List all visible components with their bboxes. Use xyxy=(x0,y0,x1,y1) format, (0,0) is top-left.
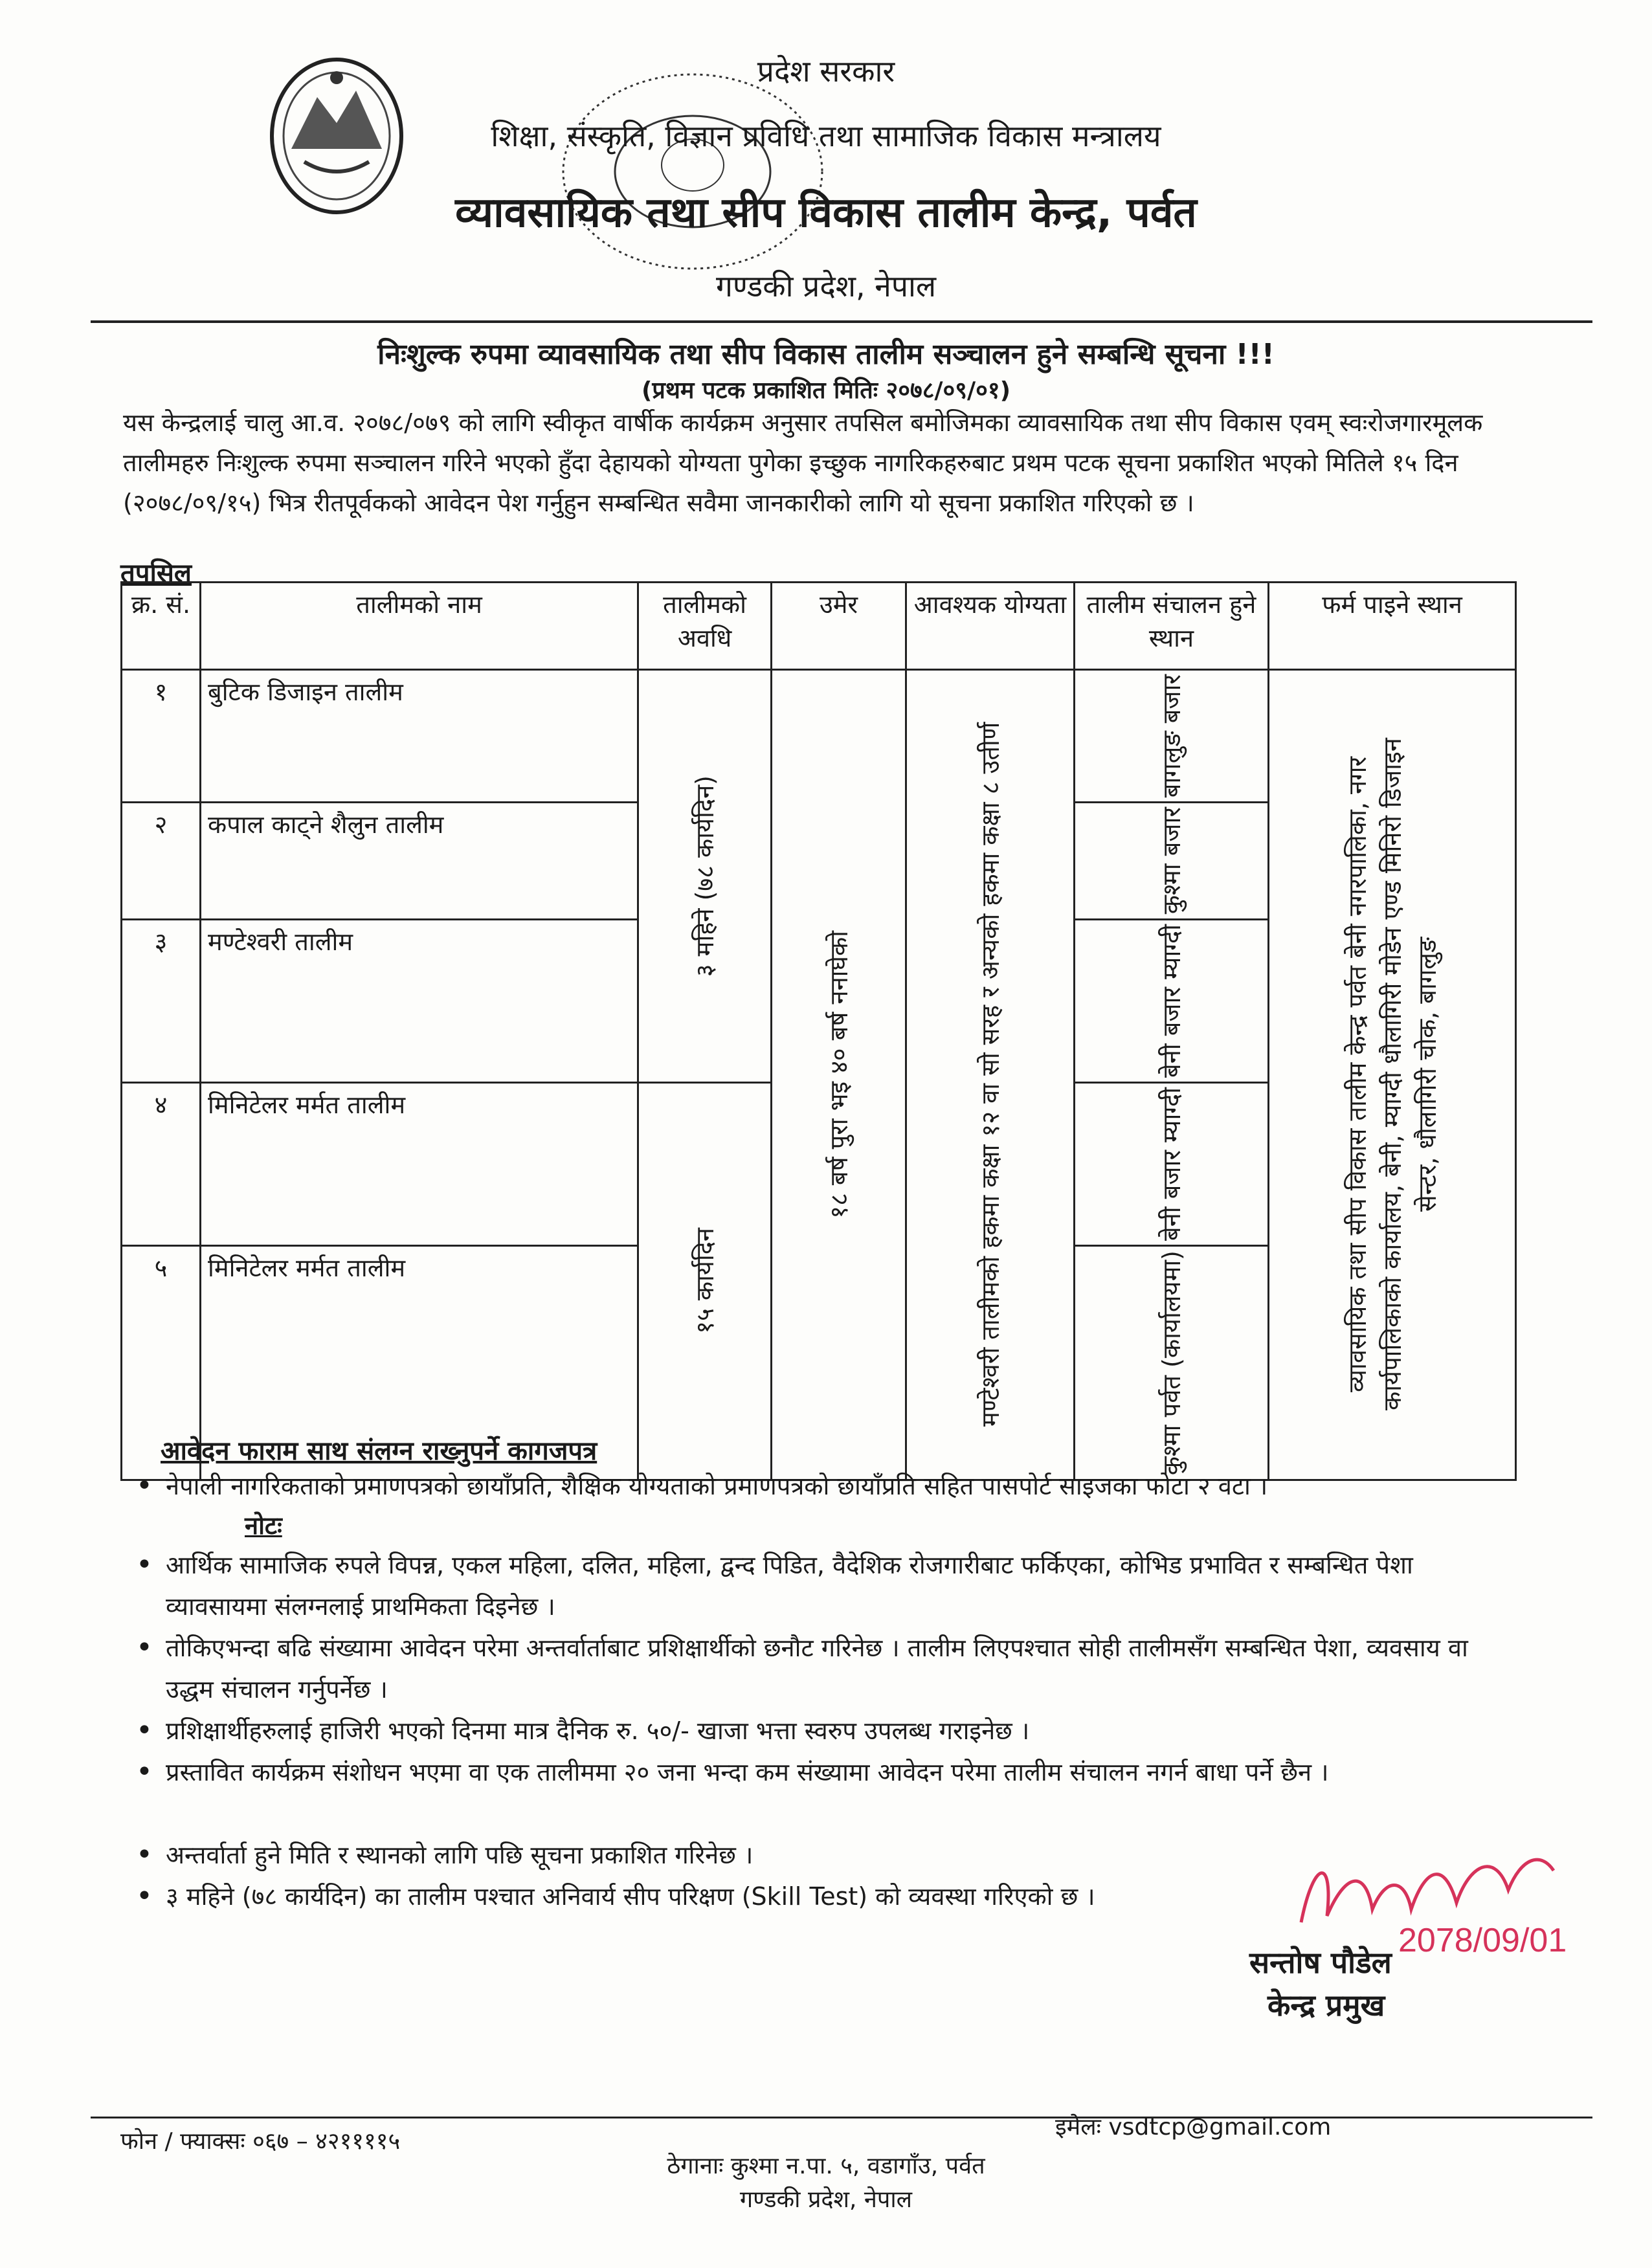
footer-divider xyxy=(91,2117,1592,2118)
table-row xyxy=(122,670,1516,803)
row-sn: ३ xyxy=(122,919,201,1082)
venue-cell xyxy=(1075,1082,1269,1245)
footer-phone: फोन / फ्याक्सः ०६७ – ४२११११५ xyxy=(120,2128,401,2155)
tapasil-heading: तपसिल xyxy=(120,559,192,588)
form-place-cell xyxy=(1269,670,1516,1480)
table-header-row xyxy=(122,583,1516,670)
footer-address: ठेगानाः कुश्मा न.पा. ५, वडागाँउ, पर्वत xyxy=(667,2153,985,2179)
qualification-cell xyxy=(906,670,1075,1480)
venue-cell xyxy=(1075,670,1269,803)
header-name: तालीमको नाम xyxy=(201,583,638,670)
duration-b: १५ कार्यदिन xyxy=(690,1228,719,1335)
header-office: व्यावसायिक तथा सीप विकास तालीम केन्द्र, पर्वत xyxy=(455,189,1197,237)
notice-title: निःशुल्क रुपमा व्यावसायिक तथा सीप विकास तालीम सञ्चालन हुने सम्बन्धि सूचना !!! xyxy=(377,338,1275,371)
age-cell xyxy=(772,670,906,1480)
documents-title: आवेदन फाराम साथ संलग्न राख्नुपर्ने कागजपत्र xyxy=(161,1436,597,1466)
header-venue: तालीम संचालन हुने स्थान xyxy=(1075,583,1269,670)
duration-cell xyxy=(638,1082,772,1480)
row-sn: १ xyxy=(122,670,201,803)
venue-text: कुश्मा बजार xyxy=(1157,807,1186,915)
venue-cell xyxy=(1075,803,1269,919)
note-item: • प्रशिक्षार्थीहरुलाई हाजिरी भएको दिनमा मात्र दैनिक रु. ५०/- खाजा भत्ता स्वरुप उपलब्ध गराइनेछ । xyxy=(123,1710,1515,1751)
header-divider xyxy=(91,320,1592,323)
documents-item: • नेपाली नागरिकताको प्रमाणपत्रको छायाँप्रति, शैक्षिक योग्यताको प्रमाणपत्रको छायाँप्रति सहित पासपोर्ट साइजका फोटा २ वटा । xyxy=(123,1465,1515,1507)
venue-text: बेनी बजार म्याग्दी xyxy=(1157,924,1186,1078)
venue-cell xyxy=(1075,919,1269,1082)
signatory-title: केन्द्र प्रमुख xyxy=(1267,1988,1385,2023)
row-sn: २ xyxy=(122,803,201,919)
note-item: • अन्तर्वार्ता हुने मिति र स्थानको लागि पछि सूचना प्रकाशित गरिनेछ । xyxy=(123,1834,1515,1876)
venue-cell xyxy=(1075,1245,1269,1480)
venue-text: बेनी बजार म्याग्दी xyxy=(1157,1087,1186,1241)
qualification-text: मण्टेश्वरी तालीमको हकमा कक्षा १२ वा सो सरह र अन्यको हकमा कक्षा ८ उतीर्ण xyxy=(976,722,1005,1427)
duration-cell xyxy=(638,670,772,1083)
notice-intro: यस केन्द्रलाई चालु आ.व. २०७८/०७९ को लागि स्वीकृत वार्षीक कार्यक्रम अनुसार तपसिल बमोजिमका व्यावसायिक तथा सीप विकास एवम् स्वःरोजगारमूलक तालीमहरु निःशुल्क रुपमा सञ्चालन गरिने भएको हुँदा देहायको योग्यता पुगेका इच्छुक नागरिकहरुबाट प्रथम पटक सूचना प्रकाशित भएको मितिले १५ दिन (२०७८/०९/१५) भित्र रीतपूर्वकको आवेदन पेश गर्नुहुन सम्बन्धित सवैमा जानकारीको लागि यो सूचना प्रकाशित गरिएको छ । xyxy=(123,408,1483,517)
header-ministry: शिक्षा, संस्कृति, विज्ञान प्रविधि तथा सामाजिक विकास मन्त्रालय xyxy=(491,118,1161,153)
header-government: प्रदेश सरकार xyxy=(757,54,895,89)
row-name: मिनिटेलर मर्मत तालीम xyxy=(201,1082,638,1245)
age-text: १८ बर्ष पुरा भइ ४० बर्ष ननाघेको xyxy=(824,931,853,1219)
row-sn: ५ xyxy=(122,1245,201,1480)
row-sn: ४ xyxy=(122,1082,201,1245)
note-item: • ३ महिने (७८ कार्यदिन) का तालीम पश्चात अनिवार्य सीप परिक्षण (Skill Test) को व्यवस्था गरिएको छ । xyxy=(123,1876,1515,1917)
footer-province: गण्डकी प्रदेश, नेपाल xyxy=(739,2186,913,2213)
row-name: मिनिटेलर मर्मत तालीम xyxy=(201,1245,638,1480)
form-place-text: व्यावसायिक तथा सीप विकास तालीम केन्द्र पर्वत बेनी नगरपालिका, नगर कार्यपालिकाको कार्यालय, बेनी, म्याग्दी धौलागिरी मोडेन एण्ड मिनिरो डिजाइन सेन्टर, धौलागिरी चोक, बागलुङ xyxy=(1343,739,1442,1411)
row-name: कपाल काट्ने शैलुन तालीम xyxy=(201,803,638,919)
notes-title: नोटः xyxy=(245,1511,282,1540)
header-sn: क्र. सं. xyxy=(122,583,201,670)
row-name: बुटिक डिजाइन तालीम xyxy=(201,670,638,803)
note-item: • प्रस्तावित कार्यक्रम संशोधन भएमा वा एक तालीममा २० जना भन्दा कम संख्यामा आवेदन परेमा तालीम संचालन नगर्न बाधा पर्ने छैन । xyxy=(123,1751,1515,1793)
header-qualification: आवश्यक योग्यता xyxy=(906,583,1075,670)
training-table xyxy=(120,581,1517,1481)
signature-date: 2078/09/01 xyxy=(1398,1922,1567,1959)
footer-email: इमेलः vsdtcp@gmail.com xyxy=(1055,2114,1332,2140)
venue-text: कुश्मा पर्वत (कार्यालयमा) xyxy=(1157,1250,1186,1475)
notice-subtitle: (प्रथम पटक प्रकाशित मितिः २०७८/०९/०१) xyxy=(641,377,1011,404)
venue-text: बागलुङ बजार xyxy=(1157,674,1186,798)
header-form-place: फर्म पाइने स्थान xyxy=(1269,583,1516,670)
header-duration: तालीमको अवधि xyxy=(638,583,772,670)
note-item: • आर्थिक सामाजिक रुपले विपन्न, एकल महिला, दलित, महिला, द्वन्द पिडित, वैदेशिक रोजगारीबाट फर्किएका, कोभिड प्रभावित र सम्बन्धित पेशा व्यावसायमा संलग्नलाई प्राथमिकता दिइनेछ । xyxy=(123,1544,1515,1627)
row-name: मण्टेश्वरी तालीम xyxy=(201,919,638,1082)
duration-a: ३ महिने (७८ कार्यदिन) xyxy=(690,775,719,977)
office-stamp xyxy=(557,61,829,282)
signatory-name: सन्तोष पौडेल xyxy=(1249,1945,1392,1980)
note-item: • तोकिएभन्दा बढि संख्यामा आवेदन परेमा अन्तर्वार्ताबाट प्रशिक्षार्थीको छनौट गरिनेछ । तालीम लिएपश्चात सोही तालीमसँग सम्बन्धित पेशा, व्यवसाय वा उद्धम संचालन गर्नुपर्नेछ । xyxy=(123,1627,1515,1710)
header-province: गण्डकी प्रदेश, नेपाल xyxy=(715,269,937,304)
header-age: उमेर xyxy=(772,583,906,670)
